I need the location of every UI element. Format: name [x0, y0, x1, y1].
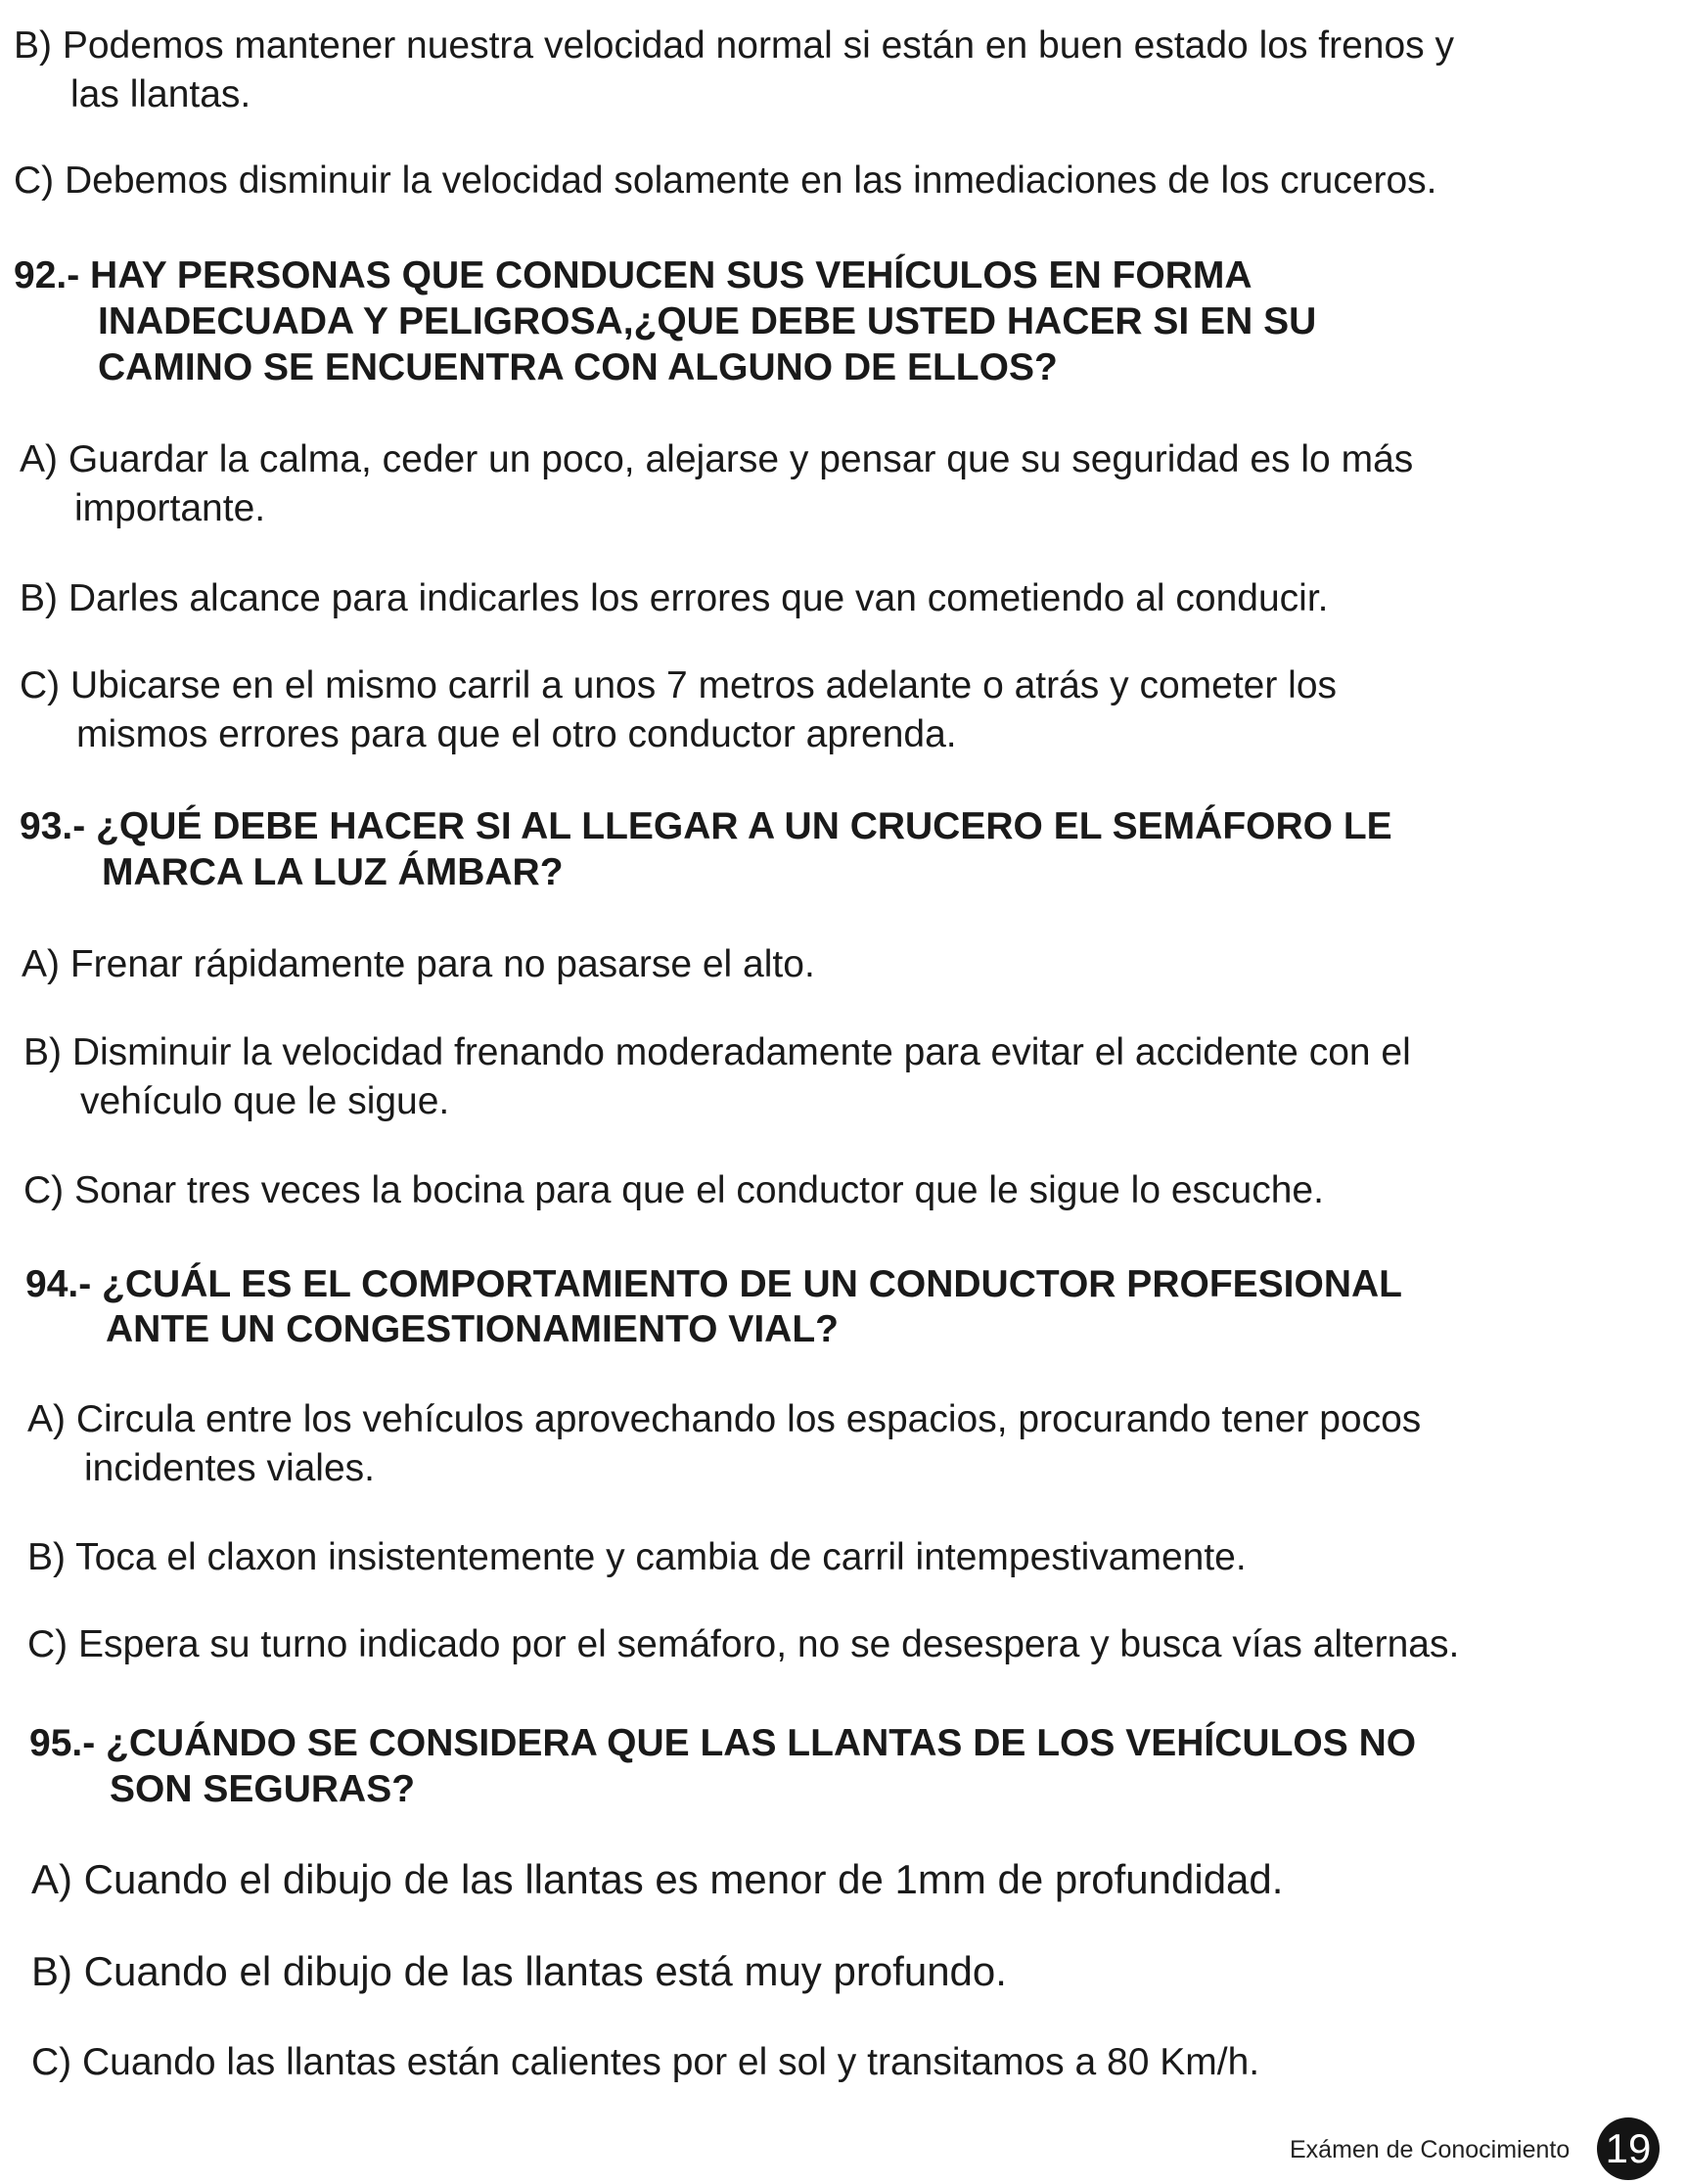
q94-option-b-line-1: B) Toca el claxon insistentemente y cambia de carril intempestivamente.: [27, 1536, 1247, 1578]
question-95-line-2: SON SEGURAS?: [110, 1768, 416, 1810]
question-92-line-3: CAMINO SE ENCUENTRA CON ALGUNO DE ELLOS?: [98, 346, 1058, 388]
question-94-line-2: ANTE UN CONGESTIONAMIENTO VIAL?: [106, 1308, 839, 1350]
question-92-line-1: 92.- HAY PERSONAS QUE CONDUCEN SUS VEHÍCULOS EN FORMA: [14, 254, 1252, 296]
q92-option-a-line-2: importante.: [74, 487, 266, 529]
option-b-line-2: las llantas.: [70, 73, 251, 115]
q94-option-a-line-1: A) Circula entre los vehículos aprovechando los espacios, procurando tener pocos: [27, 1398, 1422, 1440]
q93-option-c-line-1: C) Sonar tres veces la bocina para que el conductor que le sigue lo escuche.: [23, 1169, 1324, 1211]
q92-option-c-line-2: mismos errores para que el otro conductor aprenda.: [76, 713, 957, 755]
question-94-line-1: 94.- ¿CUÁL ES EL COMPORTAMIENTO DE UN CONDUCTOR PROFESIONAL: [25, 1263, 1402, 1305]
q93-option-b-line-1: B) Disminuir la velocidad frenando moderadamente para evitar el accidente con el: [23, 1031, 1411, 1073]
question-93-line-2: MARCA LA LUZ ÁMBAR?: [102, 851, 564, 893]
question-95-line-1: 95.- ¿CUÁNDO SE CONSIDERA QUE LAS LLANTAS DE LOS VEHÍCULOS NO: [29, 1722, 1417, 1764]
option-b-line-1: B) Podemos mantener nuestra velocidad normal si están en buen estado los frenos y: [14, 24, 1455, 67]
q94-option-c-line-1: C) Espera su turno indicado por el semáforo, no se desespera y busca vías alternas.: [27, 1623, 1460, 1665]
q95-option-a-line-1: A) Cuando el dibujo de las llantas es menor de 1mm de profundidad.: [31, 1856, 1284, 1902]
footer-label: Exámen de Conocimiento: [1290, 2136, 1571, 2163]
option-c-line-1: C) Debemos disminuir la velocidad solamente en las inmediaciones de los cruceros.: [14, 159, 1437, 202]
page-number-badge: 19: [1597, 2117, 1660, 2180]
q95-option-b-line-1: B) Cuando el dibujo de las llantas está muy profundo.: [31, 1948, 1007, 1994]
q92-option-c-line-1: C) Ubicarse en el mismo carril a unos 7 metros adelante o atrás y cometer los: [20, 664, 1338, 706]
q93-option-a-line-1: A) Frenar rápidamente para no pasarse el alto.: [22, 943, 815, 985]
q93-option-b-line-2: vehículo que le sigue.: [80, 1080, 450, 1122]
q94-option-a-line-2: incidentes viales.: [84, 1447, 375, 1489]
q92-option-b-line-1: B) Darles alcance para indicarles los errores que van cometiendo al conducir.: [20, 577, 1329, 619]
question-93-line-1: 93.- ¿QUÉ DEBE HACER SI AL LLEGAR A UN CRUCERO EL SEMÁFORO LE: [20, 805, 1392, 847]
q95-option-c-line-1: C) Cuando las llantas están calientes por el sol y transitamos a 80 Km/h.: [31, 2041, 1260, 2083]
q92-option-a-line-1: A) Guardar la calma, ceder un poco, alejarse y pensar que su seguridad es lo más: [20, 438, 1414, 480]
question-92-line-2: INADECUADA Y PELIGROSA,¿QUE DEBE USTED HACER SI EN SU: [98, 300, 1317, 342]
